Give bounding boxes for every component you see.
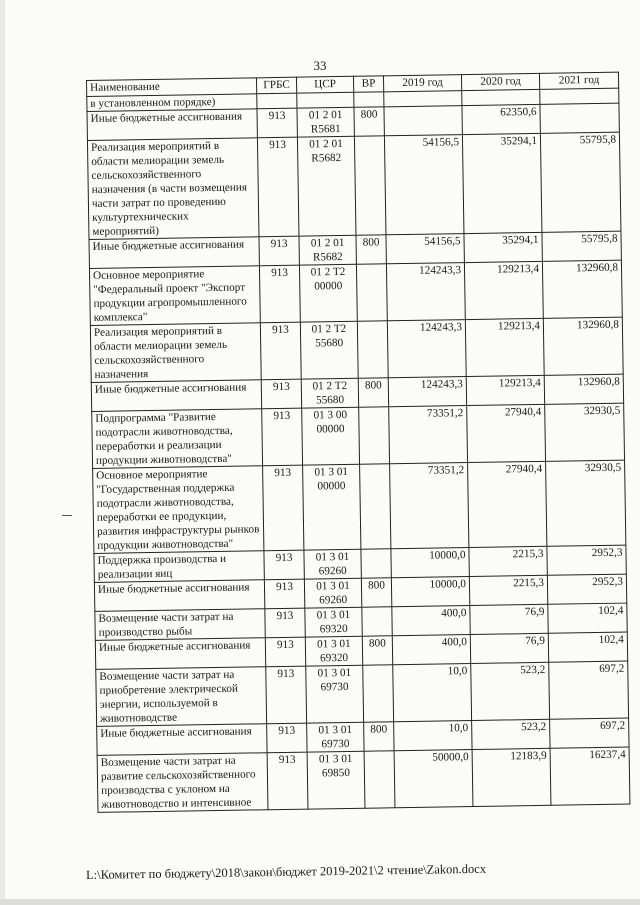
cell-name: Реализация мероприятий в области мелиорации земель сельскохозяйственного назначения (в части возмещения части затрат по проведению культуртехнических мероприятий) (87, 138, 259, 240)
cell-y2019: 10000,0 (391, 577, 469, 607)
cell-vr: 800 (358, 378, 388, 407)
cell-csr: 01 2 T2 55680 (301, 378, 358, 408)
cell-name: Возмещение части затрат на развитие сельскохозяйственного производства с уклоном на животноводство и интенсивное (97, 753, 268, 813)
cell-y2019: 124243,3 (387, 320, 466, 378)
cell-grbs: 913 (265, 608, 305, 638)
cell-y2020: 76,9 (470, 633, 548, 663)
cell-grbs: 913 (260, 322, 301, 380)
cell-vr (357, 321, 388, 378)
cell-name: в установленном порядке) (87, 94, 257, 112)
cell-csr: 01 3 01 69730 (306, 665, 364, 723)
cell-y2020: 129213,4 (466, 375, 544, 405)
table-row (90, 317, 623, 382)
cell-y2020: 12183,9 (472, 748, 551, 806)
scan-bottom-edge (0, 899, 640, 905)
table-row (89, 260, 622, 325)
cell-y2019: 10000,0 (391, 548, 469, 578)
cell-csr: 01 2 T2 00000 (299, 264, 357, 322)
cell-grbs (257, 93, 297, 109)
table-row (96, 661, 629, 726)
cell-grbs: 913 (264, 550, 304, 580)
header-csr: ЦСР (296, 76, 353, 93)
cell-y2021: 2952,3 (547, 574, 626, 604)
header-2021: 2021 год (539, 72, 618, 89)
cell-csr: 01 2 01 R5681 (297, 107, 354, 137)
cell-y2019: 10,0 (393, 664, 472, 722)
table-row (97, 747, 630, 812)
cell-vr (354, 136, 386, 235)
cell-y2021 (540, 88, 619, 104)
cell-y2021: 32930,5 (545, 403, 625, 461)
cell-csr: 01 3 01 69320 (305, 636, 362, 666)
cell-vr: 800 (362, 636, 392, 665)
header-name: Наименование (87, 78, 257, 97)
cell-y2020: 2215,3 (469, 546, 547, 576)
cell-name: Иные бюджетные ассигнования (94, 580, 264, 612)
cell-y2021: 697,2 (549, 661, 629, 719)
cell-y2019: 73351,2 (390, 463, 469, 549)
cell-y2019: 54156,5 (386, 234, 464, 264)
cell-grbs: 913 (266, 666, 307, 724)
cell-y2020 (462, 89, 540, 105)
cell-grbs: 913 (265, 637, 305, 667)
cell-y2021: 55795,8 (542, 231, 621, 261)
cell-y2020: 129213,4 (464, 261, 543, 319)
cell-y2019: 10,0 (394, 721, 472, 751)
cell-y2019: 50000,0 (394, 750, 473, 808)
cell-vr: 800 (364, 722, 394, 751)
cell-name: Подпрограмма "Развитие подотрасли животноводства, переработки и реализации продукции животноводства" (92, 409, 263, 469)
cell-grbs: 913 (257, 108, 297, 138)
cell-y2019: 400,0 (392, 635, 470, 665)
cell-name: Возмещение части затрат на производство рыбы (95, 609, 265, 641)
cell-name: Возмещение части затрат на приобретение электрической энергии, используемой в животноводстве (96, 667, 267, 727)
cell-y2021 (540, 103, 619, 133)
cell-csr: 01 2 T2 55680 (300, 321, 358, 379)
cell-y2020: 129213,4 (465, 318, 544, 376)
cell-y2021: 132960,8 (542, 260, 622, 318)
cell-y2021: 2952,3 (547, 545, 626, 575)
header-grbs: ГРБС (256, 77, 296, 94)
cell-csr: 01 3 01 69850 (307, 751, 365, 809)
cell-vr (359, 407, 390, 464)
cell-y2021: 102,4 (548, 603, 627, 633)
cell-vr (354, 92, 384, 107)
table-row (92, 403, 625, 468)
cell-y2021: 55795,8 (540, 132, 621, 232)
scan-left-edge (0, 0, 5, 905)
cell-y2020: 62350,6 (462, 104, 540, 134)
cell-y2021: 102,4 (548, 632, 627, 662)
cell-y2020: 27940,4 (467, 404, 546, 462)
cell-y2019: 73351,2 (389, 406, 468, 464)
cell-grbs: 913 (264, 579, 304, 609)
budget-table (86, 72, 630, 813)
cell-y2019: 54156,5 (384, 135, 464, 235)
cell-y2021: 132960,8 (544, 374, 623, 404)
cell-vr (364, 751, 395, 808)
cell-csr: 01 2 01 R5682 (299, 235, 356, 265)
cell-y2021: 16237,4 (550, 747, 630, 805)
cell-grbs: 913 (257, 137, 299, 237)
cell-vr (360, 464, 391, 549)
cell-csr (297, 92, 354, 108)
cell-name: Иные бюджетные ассигнования (95, 638, 265, 670)
cell-name: Иные бюджетные ассигнования (91, 380, 261, 412)
cell-y2019 (384, 106, 462, 136)
cell-csr: 01 3 01 69730 (307, 722, 364, 752)
cell-y2021: 32930,5 (546, 460, 626, 546)
cell-y2021: 132960,8 (543, 317, 623, 375)
cell-csr: 01 2 01 R5682 (297, 136, 356, 236)
cell-grbs: 913 (267, 723, 307, 753)
cell-csr: 01 3 01 00000 (303, 464, 361, 550)
cell-grbs: 913 (259, 265, 300, 323)
cell-name: Иные бюджетные ассигнования (89, 237, 259, 269)
cell-vr: 800 (356, 235, 386, 264)
table-row (87, 132, 620, 239)
cell-y2020: 523,2 (471, 662, 550, 720)
cell-vr: 800 (354, 107, 384, 136)
margin-mark (62, 515, 72, 516)
cell-y2020: 35294,1 (462, 133, 542, 233)
cell-csr: 01 3 01 69260 (304, 578, 361, 608)
cell-y2019: 124243,3 (388, 377, 466, 407)
cell-y2021: 697,2 (550, 718, 629, 748)
budget-table-container (86, 72, 629, 813)
cell-name: Иные бюджетные ассигнования (87, 109, 257, 141)
header-2020: 2020 год (461, 73, 539, 90)
header-vr: ВР (353, 76, 383, 92)
cell-grbs: 913 (259, 236, 299, 266)
cell-vr (363, 665, 394, 722)
table-row (93, 460, 626, 553)
cell-name: Иные бюджетные ассигнования (97, 724, 267, 756)
cell-vr (361, 549, 391, 578)
cell-csr: 01 3 00 00000 (302, 407, 360, 465)
cell-grbs: 913 (262, 408, 303, 466)
cell-y2020: 35294,1 (464, 232, 542, 262)
page-number: 33 (313, 58, 327, 73)
cell-vr (362, 607, 392, 636)
cell-name: Поддержка производства и реализации яиц (94, 551, 264, 583)
cell-grbs: 913 (261, 379, 301, 409)
cell-y2019 (384, 91, 462, 107)
cell-y2019: 400,0 (392, 606, 470, 636)
cell-y2020: 27940,4 (468, 461, 547, 547)
cell-y2019: 124243,3 (386, 263, 465, 321)
cell-name: Основное мероприятие "Федеральный проект "Экспорт продукции агропромышленного комплекса" (89, 266, 260, 326)
header-2019: 2019 год (383, 75, 461, 92)
cell-vr (356, 264, 387, 321)
cell-csr: 01 3 01 69320 (305, 607, 362, 637)
cell-grbs: 913 (263, 465, 304, 551)
cell-csr: 01 3 01 69260 (304, 549, 361, 579)
cell-y2020: 523,2 (472, 719, 550, 749)
cell-y2020: 2215,3 (469, 575, 547, 605)
cell-name: Реализация мероприятий в области мелиорации земель сельскохозяйственного назначения (90, 323, 261, 383)
cell-name: Основное мероприятие "Государственная поддержка подотрасли животноводства, переработки ее продукции, развития инфраструктуры рынков продукции животноводства" (93, 466, 264, 554)
cell-y2020: 76,9 (470, 604, 548, 634)
cell-vr: 800 (361, 578, 391, 607)
cell-grbs: 913 (267, 752, 308, 810)
file-path-footer: L:\Комитет по бюджету\2018\закон\бюджет 2019-2021\2 чтение\Zakon.docx (86, 861, 487, 882)
